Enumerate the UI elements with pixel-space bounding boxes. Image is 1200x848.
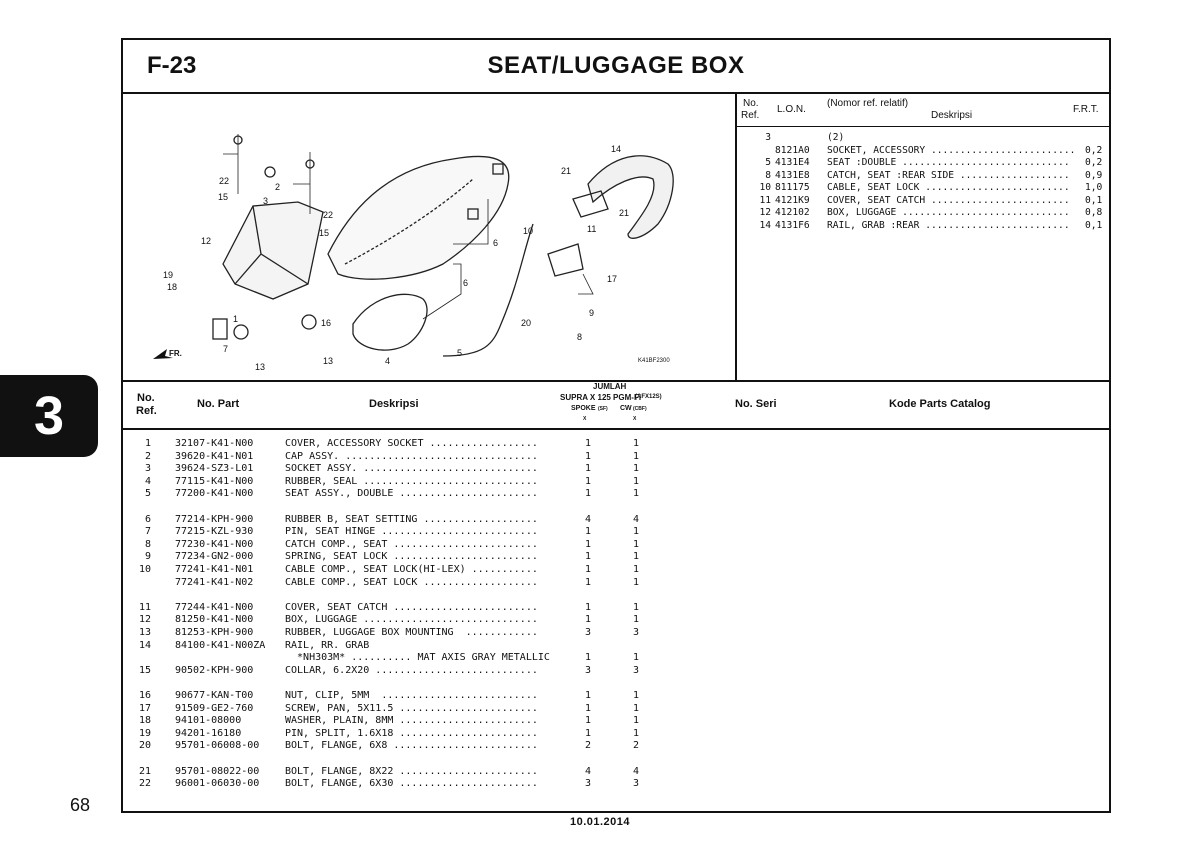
callout-10: 10 (523, 226, 534, 236)
parts-cell-q1: 1 (585, 727, 592, 739)
parts-cell-q1: 3 (585, 627, 592, 638)
parts-table-row (123, 551, 1109, 564)
parts-cell-part: 77244-K41-N00 (175, 601, 254, 613)
page-header (123, 40, 1109, 94)
parts-cell-part: 77234-GN2-000 (175, 551, 254, 563)
parts-cell-q2: 1 (633, 601, 640, 613)
parts-cell-q1: 4 (585, 513, 592, 525)
parts-cell-q1: 1 (585, 538, 592, 550)
ref-table-row (737, 220, 1109, 233)
callout-22: 22 (219, 176, 230, 186)
parts-table-row (123, 539, 1109, 552)
parts-cell-q2: 1 (633, 690, 640, 701)
parts-cell-desc: CATCH COMP., SEAT ........................ (285, 538, 538, 550)
ref-table-row (737, 207, 1109, 220)
parts-cell-q1: 1 (585, 601, 592, 613)
ref-cell-ref: 5 (765, 157, 771, 168)
parts-cell-desc: CABLE COMP., SEAT LOCK ................... (285, 576, 538, 588)
parts-table-header (123, 380, 1109, 430)
callout-13: 13 (255, 362, 266, 372)
callout-14: 14 (611, 144, 622, 154)
parts-cell-ref: 21 (138, 765, 151, 777)
parts-cell-q1: 1 (585, 475, 592, 487)
parts-page-frame (121, 38, 1111, 813)
parts-cell-q1: 1 (585, 715, 592, 727)
ref-cell-frt: 0,2 (1085, 144, 1103, 156)
parts-cell-q1: 1 (585, 564, 592, 575)
parts-col-jumlah: JUMLAH (593, 382, 627, 391)
parts-cell-part: 81253-KPH-900 (175, 627, 254, 638)
parts-cell-ref: 11 (138, 601, 151, 613)
parts-cell-q2: 1 (633, 702, 640, 714)
ref-table-row (737, 145, 1109, 158)
parts-qty-unit-1: X (583, 416, 587, 422)
parts-cell-part: 77230-K41-N00 (175, 538, 254, 550)
parts-cell-q2: 1 (633, 564, 640, 575)
ref-col-ref: Ref. (741, 110, 760, 121)
parts-cell-q1: 1 (585, 576, 592, 588)
section-tab: 3 (0, 375, 98, 457)
parts-table-row (123, 690, 1109, 703)
ref-cell-ref: 8 (765, 169, 771, 181)
ref-cell-lon: 8121A0 (775, 144, 810, 156)
callout-6: 6 (493, 238, 499, 248)
parts-col-cw: CW (620, 405, 632, 412)
ref-cell-desc: COVER, SEAT CATCH ........................ (827, 194, 1070, 206)
ref-cell-desc: CABLE, SEAT LOCK ......................... (827, 182, 1070, 193)
callout-4: 4 (385, 356, 391, 366)
parts-cell-part: 39624-SZ3-L01 (175, 463, 254, 475)
parts-cell-part: 77115-K41-N00 (175, 475, 254, 487)
ref-cell-desc: SEAT :DOUBLE ............................. (827, 157, 1070, 168)
parts-cell-part: 32107-K41-N00 (175, 438, 254, 449)
parts-table-row (123, 627, 1109, 640)
parts-table-row (123, 564, 1109, 577)
parts-table-row (123, 728, 1109, 741)
parts-cell-q1: 1 (585, 438, 592, 449)
parts-cell-ref: 16 (138, 690, 151, 701)
parts-table-row (123, 766, 1109, 779)
parts-cell-q2: 1 (633, 450, 640, 462)
parts-cell-q2: 1 (633, 715, 640, 727)
callout-17: 17 (607, 274, 618, 284)
parts-cell-q2: 3 (633, 778, 640, 790)
parts-cell-q1: 1 (585, 614, 592, 626)
parts-cell-q2: 1 (633, 576, 640, 588)
parts-cell-desc: CABLE COMP., SEAT LOCK(HI-LEX) ........... (285, 564, 538, 575)
ref-cell-lon: 412102 (775, 207, 810, 218)
ref-cell-desc: CATCH, SEAT :REAR SIDE ................... (827, 169, 1070, 181)
callout-9: 9 (589, 308, 595, 318)
parts-table-row (123, 514, 1109, 527)
parts-cell-ref: 4 (144, 475, 151, 487)
parts-col-part: No. Part (197, 398, 240, 410)
ref-table-row (737, 157, 1109, 170)
parts-col-no: No. (137, 392, 155, 404)
parts-cell-q2: 1 (633, 551, 640, 563)
parts-cell-part: 96001-06030-00 (175, 778, 260, 790)
callout-13b: 13 (323, 356, 334, 366)
parts-cell-ref: 3 (144, 463, 151, 475)
parts-cell-ref: 18 (138, 715, 151, 727)
diagram-code: K41BF2300 (638, 358, 670, 364)
parts-col-catalog: Kode Parts Catalog (889, 398, 991, 410)
exploded-diagram (123, 94, 737, 380)
ref-table-row (737, 195, 1109, 208)
callout-1: 1 (233, 314, 239, 324)
parts-table-row (123, 602, 1109, 615)
ref-cell-ref: 10 (759, 182, 771, 193)
parts-cell-ref: 12 (138, 614, 151, 626)
callout-15: 15 (218, 192, 229, 202)
parts-cell-desc: PIN, SPLIT, 1.6X18 ....................... (285, 727, 538, 739)
luggage-box-part (223, 202, 323, 299)
ref-cell-frt: 0,1 (1085, 219, 1103, 231)
parts-cell-desc: BOLT, FLANGE, 6X30 ....................... (285, 778, 538, 790)
parts-cell-desc: NUT, CLIP, 5MM .......................... (285, 690, 538, 701)
labor-reference-table (737, 94, 1109, 380)
ref-table-divider (737, 126, 1109, 127)
parts-cell-part: 95701-08022-00 (175, 765, 260, 777)
parts-cell-part: 90677-KAN-T00 (175, 690, 254, 701)
parts-cell-q2: 1 (633, 526, 640, 538)
parts-cell-q1: 1 (585, 450, 592, 462)
callout-5: 5 (457, 348, 463, 358)
ref-table-row (737, 170, 1109, 183)
parts-cell-q2: 3 (633, 664, 640, 676)
parts-cell-desc: PIN, SEAT HINGE .......................... (285, 526, 538, 538)
ref-cell-lon: 4131E4 (775, 157, 810, 168)
parts-cell-q2: 1 (633, 652, 640, 664)
parts-cell-ref: 20 (138, 740, 151, 752)
parts-cell-ref: 10 (138, 564, 151, 575)
ref-col-nomor: (Nomor ref. relatif) (827, 98, 909, 109)
ref-cell-frt: 0,8 (1085, 207, 1103, 218)
parts-cell-desc: SCREW, PAN, 5X11.5 ....................... (285, 702, 538, 714)
parts-col-seri: No. Seri (735, 398, 777, 410)
callout-19: 19 (163, 270, 174, 280)
parts-cell-q2: 2 (633, 740, 640, 752)
callout-21b: 21 (619, 208, 630, 218)
parts-cell-desc: *NH303M* .......... MAT AXIS GRAY METALLIC (285, 652, 550, 664)
parts-table-row (123, 526, 1109, 539)
page-number: 68 (70, 795, 91, 815)
callout-12: 12 (201, 236, 212, 246)
parts-col-cw-code: (CBF) (633, 406, 647, 412)
parts-cell-desc: RAIL, RR. GRAB (285, 639, 370, 651)
parts-cell-ref: 17 (138, 702, 151, 714)
ref-cell-ref: 3 (765, 132, 771, 143)
ref-cell-desc: SOCKET, ACCESSORY ......................... (827, 144, 1076, 156)
parts-cell-part: 95701-06008-00 (175, 740, 260, 752)
ref-cell-desc: BOX, LUGGAGE ............................. (827, 207, 1070, 218)
ref-cell-lon: 4131F6 (775, 219, 810, 231)
parts-table-row (123, 665, 1109, 678)
parts-cell-q2: 1 (633, 475, 640, 487)
parts-table-row (123, 703, 1109, 716)
parts-cell-q2: 4 (633, 513, 640, 525)
callout-3: 3 (263, 196, 269, 206)
ref-cell-ref: 14 (759, 219, 771, 231)
parts-cell-ref: 8 (144, 538, 151, 550)
parts-cell-ref: 13 (138, 627, 151, 638)
parts-cell-q2: 1 (633, 727, 640, 739)
parts-cell-q1: 1 (585, 463, 592, 475)
callout-20: 20 (521, 318, 532, 328)
callout-22b: 22 (323, 210, 334, 220)
parts-cell-ref: 9 (144, 551, 151, 563)
parts-cell-desc: SOCKET ASSY. ............................. (285, 463, 538, 475)
parts-cell-part: 91509-GE2-760 (175, 702, 254, 714)
parts-table-row (123, 778, 1109, 791)
callout-7: 7 (223, 344, 229, 354)
parts-cell-desc: BOLT, FLANGE, 6X8 ........................ (285, 740, 538, 752)
parts-cell-q1: 1 (585, 526, 592, 538)
ref-cell-ref: 12 (759, 207, 771, 218)
parts-cell-ref: 2 (144, 450, 151, 462)
parts-cell-part: 77200-K41-N00 (175, 488, 254, 500)
parts-table-row (123, 463, 1109, 476)
parts-cell-q2: 1 (633, 463, 640, 475)
parts-cell-q2: 1 (633, 538, 640, 550)
ref-table-row (737, 132, 1109, 145)
callout-21: 21 (561, 166, 572, 176)
footer-date: 10.01.2014 (569, 816, 631, 828)
seal-rubber-part (353, 294, 427, 350)
parts-cell-ref: 19 (138, 727, 151, 739)
figure-code: F-23 (147, 52, 197, 79)
parts-cell-q1: 4 (585, 765, 592, 777)
parts-cell-q1: 1 (585, 488, 592, 500)
parts-cell-ref: 22 (138, 778, 151, 790)
seat-part (328, 156, 509, 279)
ref-col-lon: L.O.N. (777, 104, 806, 115)
parts-table-row (123, 451, 1109, 464)
catch-comp-part (548, 244, 583, 276)
parts-table-row (123, 715, 1109, 728)
parts-cell-desc: RUBBER B, SEAT SETTING ................... (285, 513, 538, 525)
callout-18: 18 (167, 282, 178, 292)
parts-cell-q1: 1 (585, 702, 592, 714)
callout-16: 16 (321, 318, 332, 328)
callout-2: 2 (275, 182, 281, 192)
parts-table-row (123, 438, 1109, 451)
parts-cell-q2: 1 (633, 488, 640, 500)
diagram-drawing (123, 94, 735, 380)
parts-cell-desc: CAP ASSY. ................................ (285, 450, 538, 462)
parts-table-row (123, 740, 1109, 753)
page-title: SEAT/LUGGAGE BOX (487, 52, 745, 79)
parts-cell-desc: COVER, SEAT CATCH ........................ (285, 601, 538, 613)
parts-cell-desc: COLLAR, 6.2X20 ........................... (285, 664, 538, 676)
ref-cell-lon: 4121K9 (775, 194, 810, 206)
parts-cell-part: 39620-K41-N01 (175, 450, 254, 462)
parts-cell-part: 77214-KPH-900 (175, 513, 254, 525)
ref-cell-desc: (2) (827, 132, 845, 143)
parts-cell-q1: 3 (585, 778, 592, 790)
ref-table-row (737, 182, 1109, 195)
parts-cell-ref: 15 (138, 664, 151, 676)
parts-cell-ref: 5 (144, 488, 151, 500)
parts-cell-part: 77215-KZL-930 (175, 526, 254, 538)
parts-cell-part: 94101-08000 (175, 715, 242, 727)
ref-cell-ref: 11 (759, 194, 771, 206)
parts-cell-desc: BOLT, FLANGE, 8X22 ....................... (285, 765, 538, 777)
parts-cell-part: 94201-16180 (175, 727, 242, 739)
ref-cell-frt: 0,9 (1085, 169, 1103, 181)
ref-col-no: No. (743, 98, 759, 109)
ref-cell-desc: RAIL, GRAB :REAR ......................... (827, 219, 1070, 231)
parts-cell-desc: BOX, LUGGAGE ............................. (285, 614, 538, 626)
parts-cell-q2: 3 (633, 627, 640, 638)
parts-cell-ref: 6 (144, 513, 151, 525)
parts-table-row (123, 577, 1109, 590)
parts-col-ref: Ref. (136, 405, 157, 417)
parts-table-row (123, 640, 1109, 653)
ref-cell-lon: 811175 (775, 182, 810, 193)
parts-model-code: (AFX12S) (635, 394, 662, 400)
parts-table-row (123, 614, 1109, 627)
parts-cell-q2: 1 (633, 614, 640, 626)
parts-cell-q1: 2 (585, 740, 592, 752)
parts-col-spoke-code: (SF) (598, 406, 608, 412)
parts-qty-unit-2: X (633, 416, 637, 422)
grab-rail-part (588, 156, 673, 239)
parts-cell-ref: 14 (138, 639, 151, 651)
parts-cell-desc: SEAT ASSY., DOUBLE ....................... (285, 488, 538, 500)
parts-col-spoke: SPOKE (571, 405, 596, 412)
ref-col-desc: Deskripsi (931, 110, 973, 121)
callout-15b: 15 (319, 228, 330, 238)
parts-cell-q1: 1 (585, 652, 592, 664)
ref-cell-frt: 0,1 (1085, 194, 1103, 206)
parts-cell-part: 90502-KPH-900 (175, 664, 254, 676)
parts-cell-q2: 1 (633, 438, 640, 449)
front-direction-label: FR. (169, 349, 182, 358)
parts-cell-part: 81250-K41-N00 (175, 614, 254, 626)
parts-cell-desc: COVER, ACCESSORY SOCKET .................. (285, 438, 538, 449)
ref-cell-frt: 0,2 (1085, 157, 1103, 168)
parts-cell-desc: WASHER, PLAIN, 8MM ....................... (285, 715, 538, 727)
parts-cell-ref: 1 (144, 438, 151, 449)
ref-cell-lon: 4131E8 (775, 169, 810, 181)
parts-cell-part: 77241-K41-N02 (175, 576, 254, 588)
callout-11: 11 (587, 224, 597, 234)
parts-cell-desc: RUBBER, SEAL ............................. (285, 475, 538, 487)
ref-cell-frt: 1,0 (1085, 182, 1103, 193)
parts-cell-q2: 4 (633, 765, 640, 777)
parts-table-row (123, 476, 1109, 489)
parts-cell-q1: 1 (585, 690, 592, 701)
ref-col-frt: F.R.T. (1073, 104, 1099, 115)
parts-table-row (123, 652, 1109, 665)
callout-6b: 6 (463, 278, 469, 288)
parts-cell-desc: RUBBER, LUGGAGE BOX MOUNTING ............ (285, 627, 538, 638)
parts-cell-part: 84100-K41-N00ZA (175, 639, 266, 651)
parts-table-row (123, 488, 1109, 501)
parts-cell-part: 77241-K41-N01 (175, 564, 254, 575)
parts-model-name: SUPRA X 125 PGM-FI (560, 393, 642, 402)
section-divider (123, 380, 1109, 382)
parts-cell-desc: SPRING, SEAT LOCK ........................ (285, 551, 538, 563)
parts-col-desc: Deskripsi (369, 398, 419, 410)
callout-8: 8 (577, 332, 583, 342)
parts-cell-q1: 1 (585, 551, 592, 563)
parts-cell-q1: 3 (585, 664, 592, 676)
parts-cell-ref: 7 (144, 526, 151, 538)
